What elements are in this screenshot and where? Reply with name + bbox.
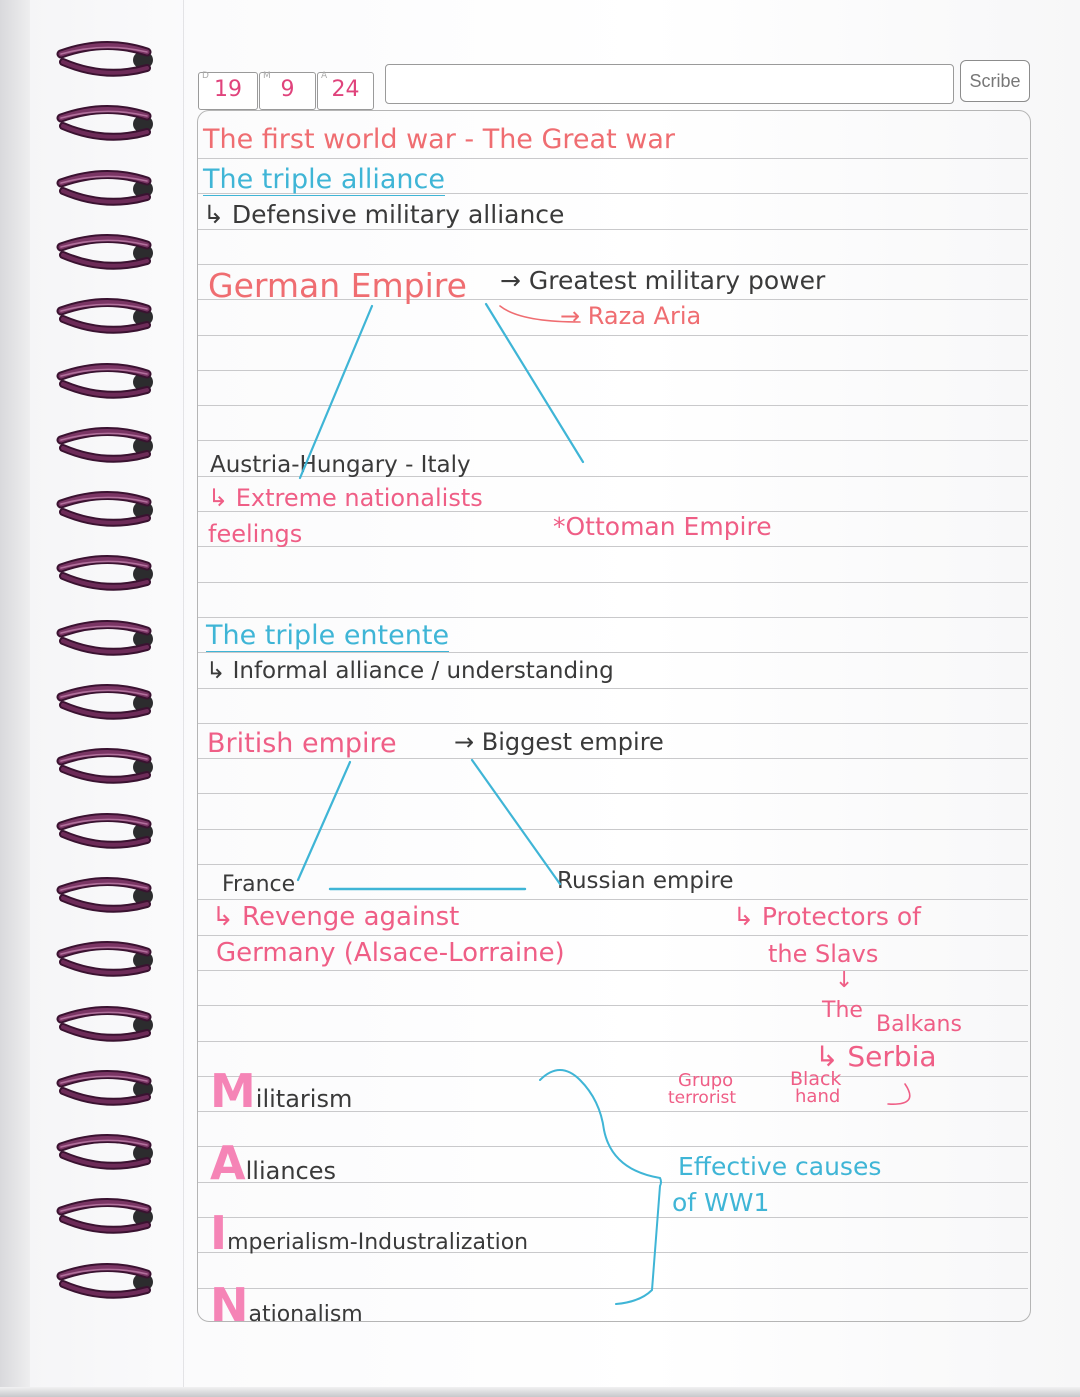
- german-empire-note: → Greatest military power: [500, 266, 826, 295]
- main-initial-a: A: [210, 1136, 246, 1190]
- the-slavs: the Slavs: [768, 940, 879, 968]
- russian-empire: Russian empire: [557, 868, 734, 894]
- british-empire-note: → Biggest empire: [454, 728, 664, 756]
- main-initial-i: I: [210, 1206, 228, 1260]
- grupo: Grupo: [678, 1070, 734, 1091]
- terrorist: terrorist: [668, 1088, 737, 1108]
- german-empire: German Empire: [208, 266, 467, 305]
- triple-entente-description: ↳ Informal alliance / understanding: [206, 658, 614, 684]
- main-initial-m: M: [210, 1064, 256, 1118]
- date-month-label: M: [263, 71, 271, 81]
- austria-hungary-italy: Austria-Hungary - Italy: [210, 452, 471, 478]
- brand-name: Scribe: [969, 70, 1021, 91]
- date-day: 19: [214, 77, 242, 102]
- down-arrow: ↓: [835, 968, 854, 993]
- main-rest-alliances: lliances: [245, 1157, 336, 1185]
- british-france-line: [298, 762, 350, 880]
- balkans: Balkans: [876, 1012, 962, 1037]
- raza-aria-arrow: [500, 306, 580, 322]
- extreme-nationalists: ↳ Extreme nationalists: [208, 484, 483, 512]
- serbia-hook-arrow: [888, 1084, 910, 1104]
- of-ww1: of WW1: [672, 1188, 770, 1217]
- british-empire: British empire: [207, 728, 397, 759]
- date-year: 24: [331, 77, 360, 102]
- page-bottom-edge: [0, 1387, 1080, 1397]
- the-balkans-the: The: [822, 998, 863, 1023]
- main-rest-imperialism: mperialism-Industralization: [227, 1230, 529, 1255]
- triple-alliance-description: ↳ Defensive military alliance: [203, 200, 565, 229]
- germany-alsace-lorraine: Germany (Alsace-Lorraine): [216, 938, 565, 968]
- triple-entente-heading: The triple entente: [206, 620, 450, 651]
- german-austria-line: [300, 306, 372, 478]
- raza-aria-note: → Raza Aria: [560, 302, 702, 330]
- british-russia-line: [472, 760, 560, 884]
- ottoman-empire: *Ottoman Empire: [553, 512, 772, 541]
- notes-title: The first world war - The Great war: [203, 124, 675, 155]
- black: Black: [790, 1068, 842, 1090]
- date-month: 9: [280, 77, 295, 102]
- hand: hand: [795, 1086, 841, 1107]
- main-initial-n: N: [210, 1278, 249, 1332]
- revenge-against: ↳ Revenge against: [212, 902, 460, 932]
- triple-alliance-heading: The triple alliance: [203, 164, 445, 195]
- serbia: ↳ Serbia: [815, 1040, 937, 1073]
- date-day-label: D: [202, 71, 209, 81]
- main-rest-militarism: ilitarism: [255, 1085, 353, 1113]
- german-italy-line: [486, 304, 583, 462]
- date-year-label: A: [321, 71, 328, 81]
- main-rest-nationalism: ationalism: [248, 1302, 363, 1327]
- causes-brace: [540, 1070, 661, 1304]
- protectors-of: ↳ Protectors of: [733, 902, 921, 931]
- feelings: feelings: [208, 520, 303, 548]
- effective-causes: Effective causes: [678, 1152, 882, 1181]
- france: France: [222, 872, 296, 897]
